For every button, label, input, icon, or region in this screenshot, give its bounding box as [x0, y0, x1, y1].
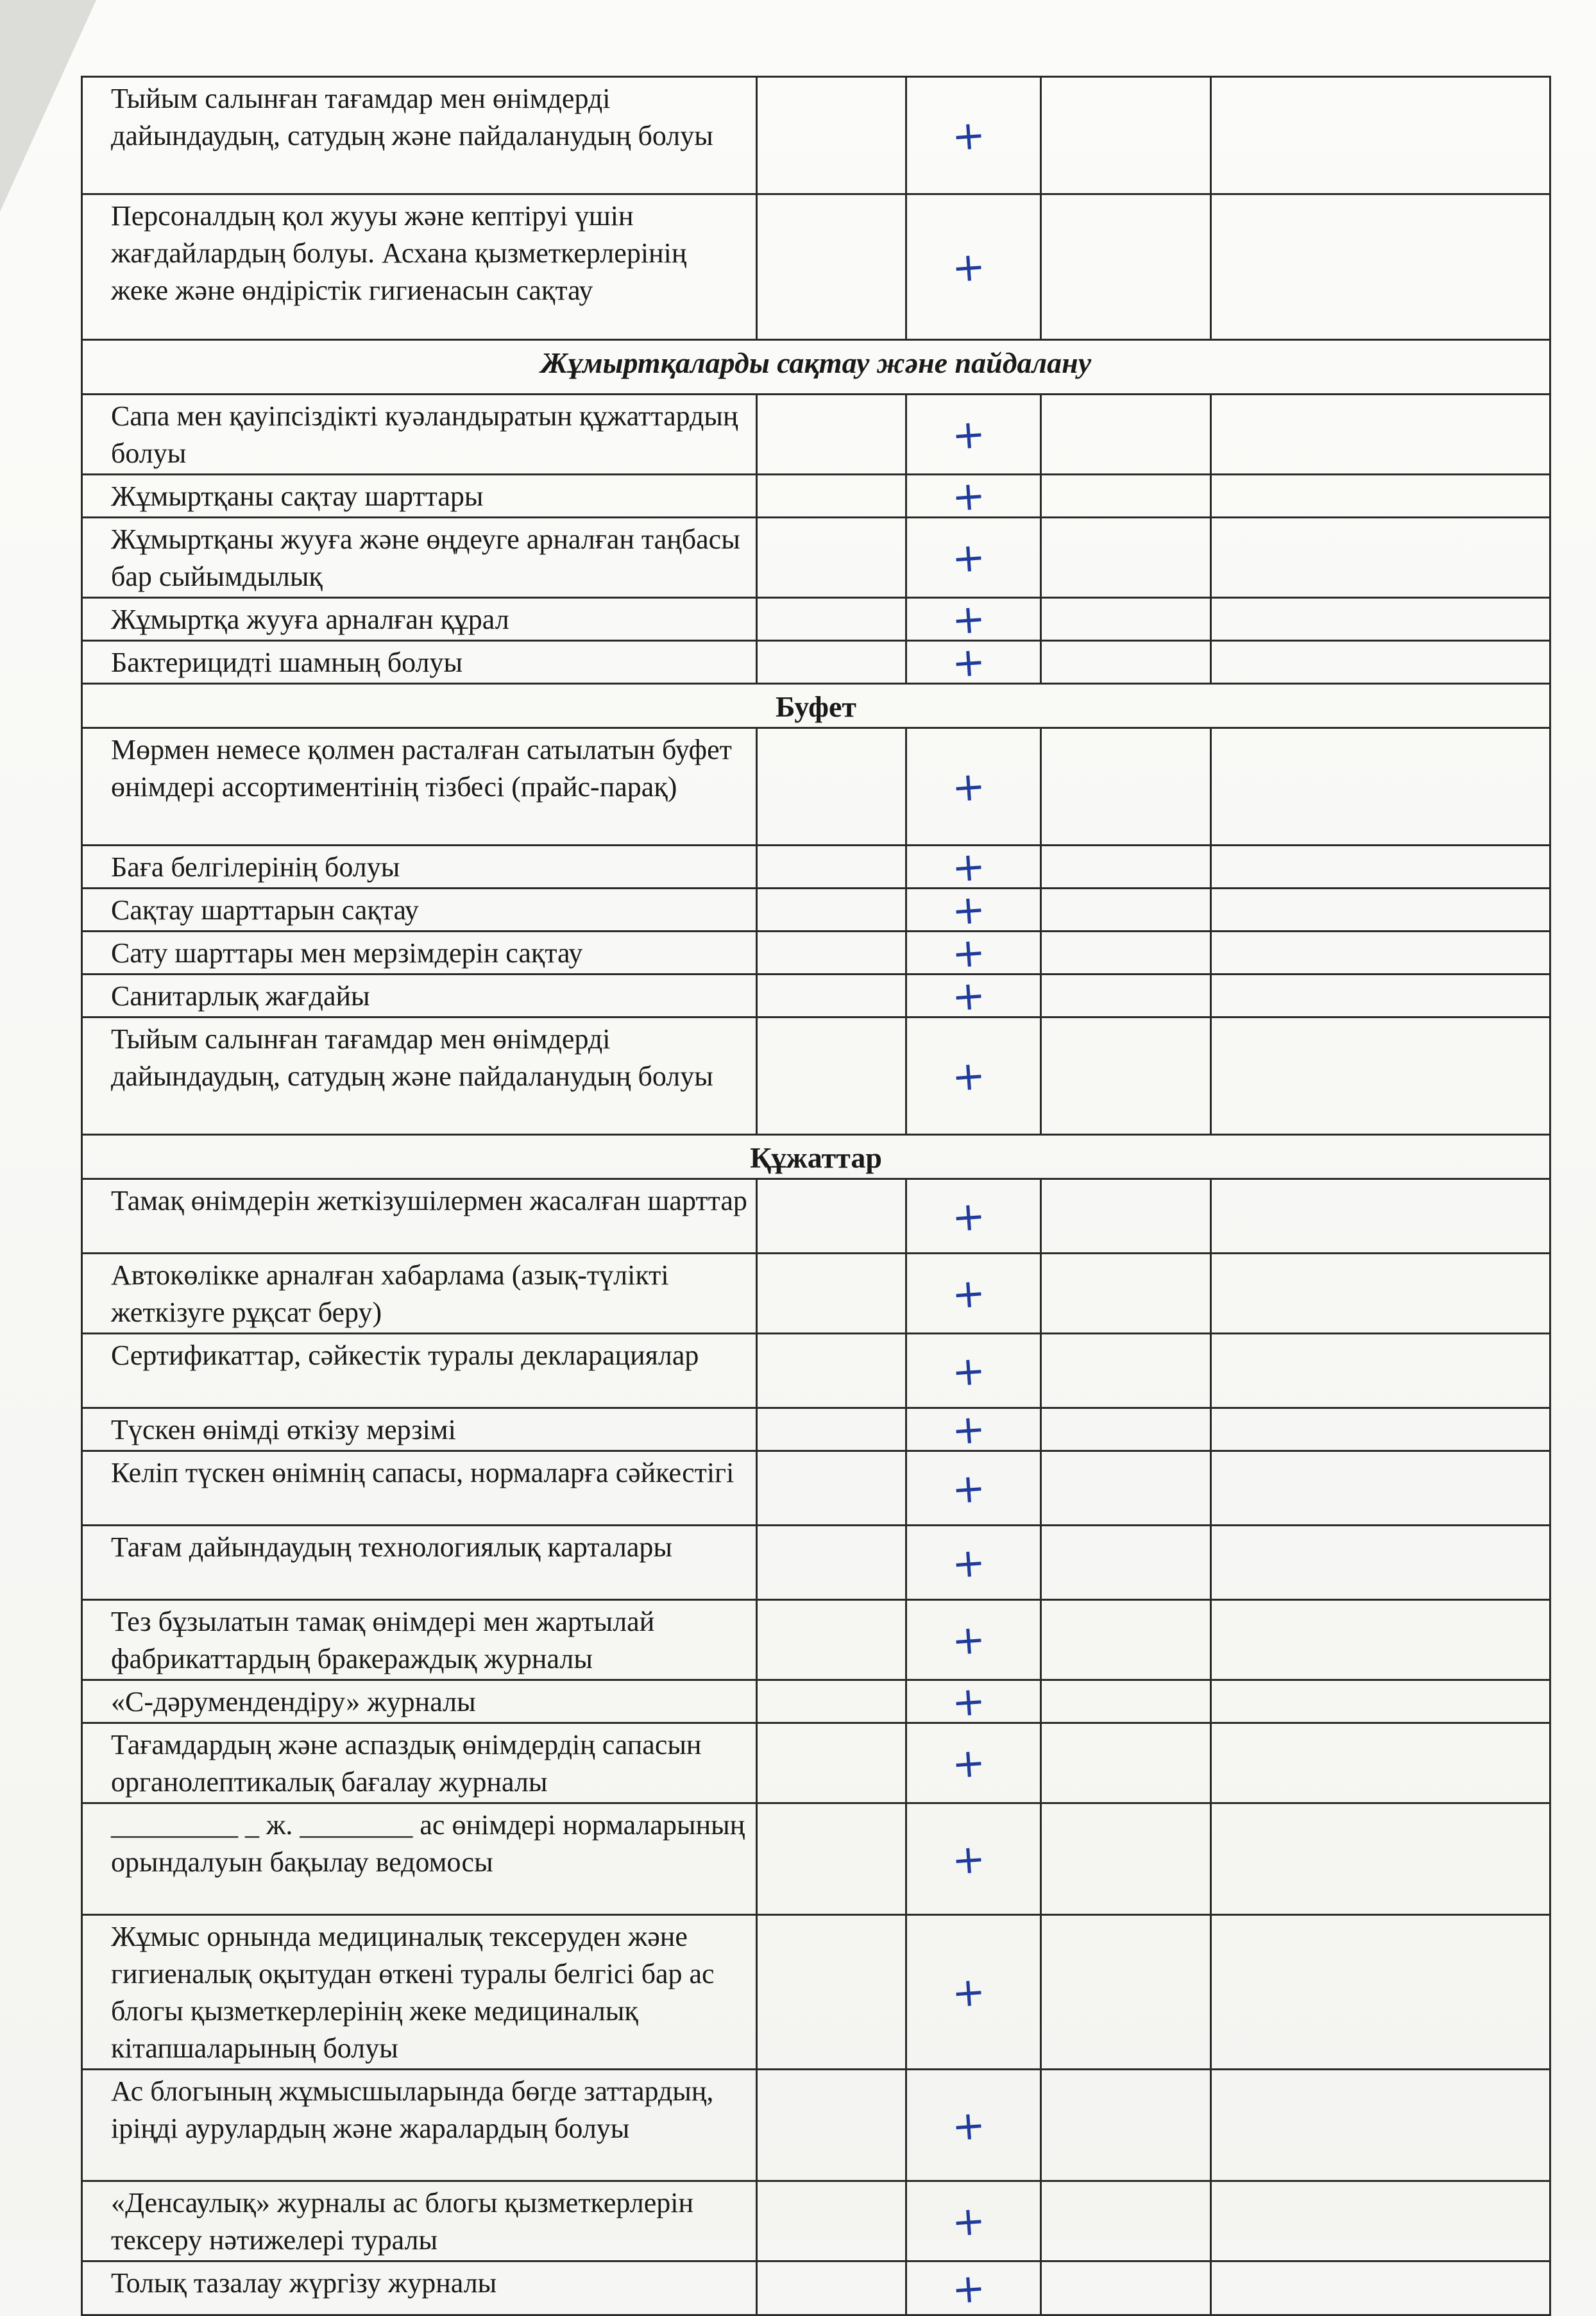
empty-cell — [757, 1600, 906, 1680]
section-header-row — [82, 1135, 1550, 1179]
empty-cell — [757, 1723, 906, 1803]
empty-cell — [757, 1018, 906, 1135]
handwritten-plus-mark: + — [950, 885, 987, 935]
table-row — [82, 395, 1550, 475]
table-row — [82, 975, 1550, 1018]
criterion-text: Жұмыртқаны жууға және өңдеуге арналған таңбасы бар сыйымдылық — [82, 518, 757, 598]
handwritten-plus-mark: + — [950, 1967, 987, 2017]
empty-cell — [1211, 641, 1550, 684]
empty-cell — [1041, 1915, 1211, 2070]
table-row — [82, 77, 1550, 194]
handwritten-plus-mark: + — [950, 409, 987, 459]
empty-cell — [1211, 932, 1550, 975]
empty-cell — [1041, 1179, 1211, 1254]
empty-cell — [1041, 2181, 1211, 2261]
mark-cell — [906, 1334, 1041, 1408]
empty-cell — [1041, 1334, 1211, 1408]
section-title: Жұмыртқаларды сақтау және пайдалану — [82, 340, 1550, 395]
empty-cell — [1041, 2261, 1211, 2315]
empty-cell — [757, 1451, 906, 1526]
table-row — [82, 2070, 1550, 2181]
table-row — [82, 598, 1550, 641]
empty-cell — [1211, 1723, 1550, 1803]
table-row — [82, 728, 1550, 846]
criterion-text: Бактерицидті шамның болуы — [82, 641, 757, 684]
empty-cell — [1211, 2261, 1550, 2315]
empty-cell — [1041, 2070, 1211, 2181]
empty-cell — [1041, 1600, 1211, 1680]
empty-cell — [1211, 2070, 1550, 2181]
empty-cell — [1211, 1451, 1550, 1526]
empty-cell — [757, 1408, 906, 1451]
empty-cell — [1211, 598, 1550, 641]
table-row — [82, 1680, 1550, 1723]
empty-cell — [1041, 1018, 1211, 1135]
empty-cell — [1211, 475, 1550, 518]
empty-cell — [1041, 846, 1211, 889]
handwritten-plus-mark: + — [950, 1051, 987, 1101]
handwritten-plus-mark: + — [950, 1676, 987, 1726]
criterion-text: Түскен өнімді өткізу мерзімі — [82, 1408, 757, 1451]
section-title: Буфет — [82, 684, 1550, 728]
empty-cell — [1211, 1408, 1550, 1451]
criterion-text: Тағам дайындаудың технологиялық карталары — [82, 1526, 757, 1600]
criterion-text: Жұмыртқаны сақтау шарттары — [82, 475, 757, 518]
criterion-text: Жұмыртқа жууға арналған құрал — [82, 598, 757, 641]
criterion-text: Тыйым салынған тағамдар мен өнімдерді дайындаудың, сатудың және пайдаланудың болуы — [82, 1018, 757, 1135]
criterion-text: Автокөлікке арналған хабарлама (азық-түлікті жеткізуге рұқсат беру) — [82, 1254, 757, 1334]
handwritten-plus-mark: + — [950, 110, 987, 160]
mark-cell — [906, 637, 1041, 687]
handwritten-plus-mark: + — [950, 928, 987, 978]
table-row — [82, 1408, 1550, 1451]
mark-cell — [906, 2070, 1041, 2181]
criterion-text: Мөрмен немесе қолмен расталған сатылатын буфет өнімдері ассортиментінің тізбесі (прайс-парақ) — [82, 728, 757, 846]
criterion-text: Персоналдың қол жууы және кептіруі үшін жағдайлардың болуы. Асхана қызметкерлерінің жеке және өндірістік гигиенасын сақтау — [82, 194, 757, 340]
handwritten-plus-mark: + — [950, 594, 987, 644]
mark-cell — [906, 1676, 1041, 1726]
criterion-text: Келіп түскен өнімнің сапасы, нормаларға сәйкестігі — [82, 1451, 757, 1526]
table-row — [82, 2261, 1550, 2315]
empty-cell — [757, 932, 906, 975]
handwritten-plus-mark: + — [950, 1191, 987, 1241]
empty-cell — [757, 598, 906, 641]
empty-cell — [1211, 728, 1550, 846]
empty-cell — [1211, 1179, 1550, 1254]
empty-cell — [1041, 1803, 1211, 1915]
mark-cell — [906, 194, 1041, 340]
table-row — [82, 1600, 1550, 1680]
handwritten-plus-mark: + — [950, 2263, 987, 2313]
criterion-text: Жұмыс орнында медициналық тексеруден және гигиеналық оқытудан өткені туралы белгісі бар ас блогы қызметкерлерінің жеке медициналық кітапшаларының болуы — [82, 1915, 757, 2070]
table-row — [82, 641, 1550, 684]
section-title: Құжаттар — [82, 1135, 1550, 1179]
empty-cell — [1041, 1680, 1211, 1723]
mark-cell — [906, 594, 1041, 644]
empty-cell — [1211, 1526, 1550, 1600]
empty-cell — [1211, 395, 1550, 475]
mark-cell — [906, 1803, 1041, 1915]
handwritten-plus-mark: + — [950, 1463, 987, 1513]
empty-cell — [1211, 1915, 1550, 2070]
mark-cell — [906, 728, 1041, 846]
empty-cell — [1211, 1803, 1550, 1915]
criterion-text: Сапа мен қауіпсіздікті куәландыратын құжаттардың болуы — [82, 395, 757, 475]
empty-cell — [757, 1254, 906, 1334]
empty-cell — [1041, 975, 1211, 1018]
handwritten-plus-mark: + — [950, 1404, 987, 1454]
handwritten-plus-mark: + — [950, 471, 987, 521]
criterion-text: Сақтау шарттарын сақтау — [82, 889, 757, 932]
criterion-text: Сертификаттар, сәйкестік туралы декларациялар — [82, 1334, 757, 1408]
empty-cell — [1041, 598, 1211, 641]
empty-cell — [757, 728, 906, 846]
empty-cell — [757, 518, 906, 598]
table-row — [82, 475, 1550, 518]
empty-cell — [1041, 1254, 1211, 1334]
checklist-body — [82, 77, 1550, 2315]
empty-cell — [1211, 77, 1550, 194]
empty-cell — [757, 1334, 906, 1408]
empty-cell — [757, 975, 906, 1018]
criterion-text: _________ _ ж. ________ ас өнімдері нормаларының орындалуын бақылау ведомосы — [82, 1803, 757, 1915]
table-row — [82, 846, 1550, 889]
empty-cell — [1041, 641, 1211, 684]
mark-cell — [906, 971, 1041, 1021]
empty-cell — [1041, 1451, 1211, 1526]
mark-cell — [906, 842, 1041, 892]
mark-cell — [906, 1451, 1041, 1526]
mark-cell — [906, 2181, 1041, 2261]
table-row — [82, 1723, 1550, 1803]
handwritten-plus-mark: + — [950, 762, 987, 812]
table-row — [82, 1803, 1550, 1915]
empty-cell — [757, 1803, 906, 1915]
criterion-text: Тез бұзылатын тамақ өнімдері мен жартылай фабрикаттардың бракераждық журналы — [82, 1600, 757, 1680]
empty-cell — [1041, 475, 1211, 518]
criterion-text: Ас блогының жұмысшыларында бөгде заттардың, іріңді аурулардың және жаралардың болуы — [82, 2070, 757, 2181]
table-row — [82, 1254, 1550, 1334]
mark-cell — [906, 395, 1041, 475]
handwritten-plus-mark: + — [950, 1268, 987, 1318]
section-header-row — [82, 340, 1550, 395]
empty-cell — [757, 889, 906, 932]
section-header-row — [82, 684, 1550, 728]
criterion-text: Санитарлық жағдайы — [82, 975, 757, 1018]
table-row — [82, 1451, 1550, 1526]
mark-cell — [906, 1254, 1041, 1334]
empty-cell — [757, 2261, 906, 2315]
table-row — [82, 1179, 1550, 1254]
criterion-text: Тамақ өнімдерін жеткізушілермен жасалған шарттар — [82, 1179, 757, 1254]
empty-cell — [757, 194, 906, 340]
empty-cell — [1211, 889, 1550, 932]
empty-cell — [1041, 518, 1211, 598]
table-row — [82, 1018, 1550, 1135]
criterion-text: Баға белгілерінің болуы — [82, 846, 757, 889]
empty-cell — [757, 1179, 906, 1254]
handwritten-plus-mark: + — [950, 1615, 987, 1665]
mark-cell — [906, 471, 1041, 521]
criterion-text: Тағамдардың және аспаздық өнімдердің сапасын органолептикалық бағалау журналы — [82, 1723, 757, 1803]
empty-cell — [757, 641, 906, 684]
empty-cell — [1211, 518, 1550, 598]
handwritten-plus-mark: + — [950, 1834, 987, 1884]
table-row — [82, 1334, 1550, 1408]
empty-cell — [1211, 1600, 1550, 1680]
handwritten-plus-mark: + — [950, 2100, 987, 2150]
empty-cell — [757, 77, 906, 194]
empty-cell — [1041, 194, 1211, 340]
handwritten-plus-mark: + — [950, 637, 987, 687]
empty-cell — [1041, 1723, 1211, 1803]
criterion-text: Тыйым салынған тағамдар мен өнімдерді дайындаудың, сатудың және пайдаланудың болуы — [82, 77, 757, 194]
empty-cell — [1211, 2181, 1550, 2261]
handwritten-plus-mark: + — [950, 1538, 987, 1587]
handwritten-plus-mark: + — [950, 842, 987, 892]
empty-cell — [757, 846, 906, 889]
inspection-checklist-table — [81, 76, 1551, 2316]
table-row — [82, 2181, 1550, 2261]
empty-cell — [1041, 728, 1211, 846]
empty-cell — [1211, 1680, 1550, 1723]
mark-cell — [906, 1179, 1041, 1254]
mark-cell — [906, 1723, 1041, 1803]
empty-cell — [757, 1680, 906, 1723]
empty-cell — [1211, 1254, 1550, 1334]
empty-cell — [757, 2070, 906, 2181]
empty-cell — [1041, 1408, 1211, 1451]
table-row — [82, 889, 1550, 932]
empty-cell — [1041, 77, 1211, 194]
empty-cell — [1211, 1018, 1550, 1135]
mark-cell — [906, 518, 1041, 598]
empty-cell — [1211, 1334, 1550, 1408]
empty-cell — [757, 1526, 906, 1600]
handwritten-plus-mark: + — [950, 1346, 987, 1395]
empty-cell — [1211, 194, 1550, 340]
mark-cell — [906, 1018, 1041, 1135]
empty-cell — [757, 395, 906, 475]
empty-cell — [1041, 932, 1211, 975]
table-row — [82, 518, 1550, 598]
handwritten-plus-mark: + — [950, 532, 987, 583]
empty-cell — [757, 475, 906, 518]
mark-cell — [906, 2261, 1041, 2315]
empty-cell — [1041, 1526, 1211, 1600]
table-row — [82, 1915, 1550, 2070]
mark-cell — [906, 885, 1041, 935]
criterion-text: «С-дәрумендендіру» журналы — [82, 1680, 757, 1723]
empty-cell — [1041, 395, 1211, 475]
empty-cell — [1041, 889, 1211, 932]
handwritten-plus-mark: + — [950, 2196, 987, 2246]
table-row — [82, 932, 1550, 975]
mark-cell — [906, 1404, 1041, 1454]
handwritten-plus-mark: + — [950, 1738, 987, 1788]
empty-cell — [1211, 975, 1550, 1018]
table-row — [82, 194, 1550, 340]
handwritten-plus-mark: + — [950, 971, 987, 1021]
mark-cell — [906, 1915, 1041, 2070]
mark-cell — [906, 1600, 1041, 1680]
criterion-text: «Денсаулық» журналы ас блогы қызметкерлерін тексеру нәтижелері туралы — [82, 2181, 757, 2261]
criterion-text: Толық тазалау жүргізу журналы — [82, 2261, 757, 2315]
empty-cell — [757, 2181, 906, 2261]
empty-cell — [757, 1915, 906, 2070]
mark-cell — [906, 77, 1041, 194]
mark-cell — [906, 1526, 1041, 1600]
table-row — [82, 1526, 1550, 1600]
mark-cell — [906, 928, 1041, 978]
empty-cell — [1211, 846, 1550, 889]
handwritten-plus-mark: + — [950, 242, 987, 292]
criterion-text: Сату шарттары мен мерзімдерін сақтау — [82, 932, 757, 975]
